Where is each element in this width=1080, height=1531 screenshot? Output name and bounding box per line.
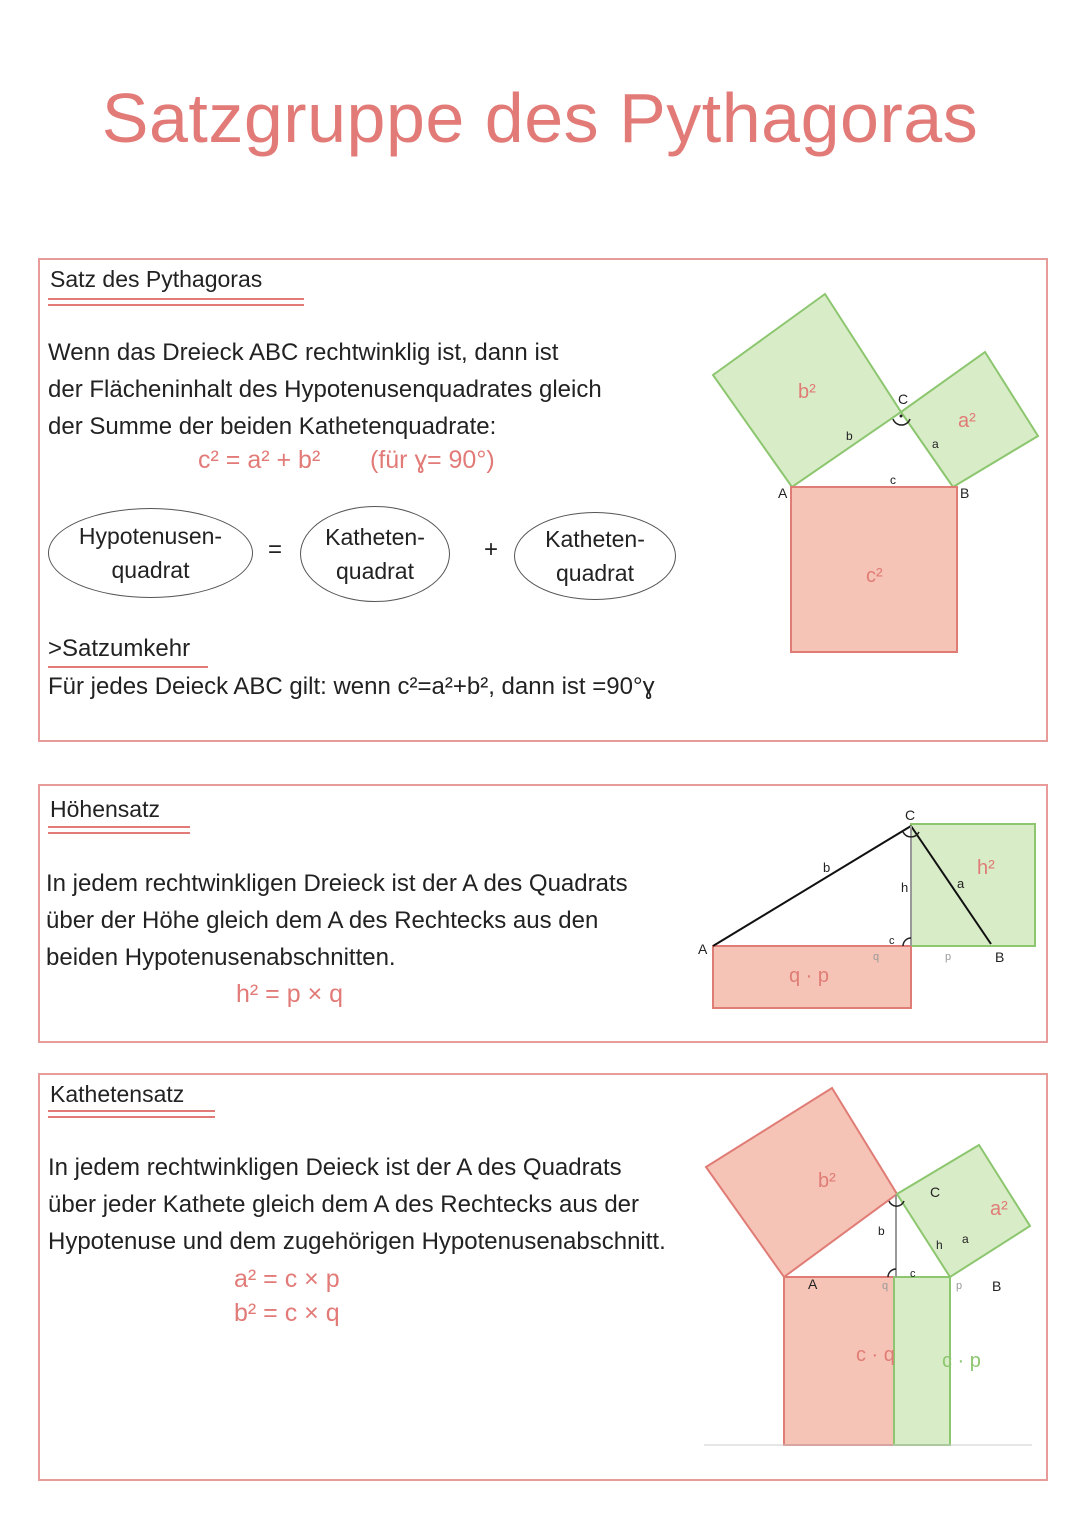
vertex-A: A xyxy=(808,1276,818,1292)
label-b-square: b² xyxy=(798,381,816,403)
text-line: über der Höhe gleich dem A des Rechtecks aus den xyxy=(46,907,599,934)
converse-heading: >Satzumkehr xyxy=(48,635,191,662)
leg-formula-b: b² = c × q xyxy=(234,1299,340,1327)
oval-leg-square-1 xyxy=(300,506,450,602)
theorem-text xyxy=(48,334,602,445)
text-line: über jeder Kathete gleich dem A des Rechtecks aus der xyxy=(48,1191,640,1218)
segment-p: p xyxy=(956,1280,963,1292)
text-line: beiden Hypotenusenabschnitten. xyxy=(46,944,396,971)
pythagoras-diagram xyxy=(700,290,1045,660)
oval-line: Hypotenusen- xyxy=(78,523,223,549)
text-line: In jedem rechtwinkligen Deieck ist der A des Quadrats xyxy=(48,1154,622,1181)
altitude-formula: h² = p × q xyxy=(236,980,344,1008)
theorem-text xyxy=(48,1149,666,1260)
heading-underline xyxy=(48,832,190,834)
right-angle-condition: (für ɣ= 90°) xyxy=(370,446,495,474)
label-a-square: a² xyxy=(990,1198,1008,1220)
side-c: c xyxy=(890,473,896,487)
equals-sign: = xyxy=(268,536,283,563)
side-c: c xyxy=(910,1268,916,1280)
side-c: c xyxy=(889,935,895,947)
oval-line: quadrat xyxy=(111,557,190,583)
section-heading: Satz des Pythagoras xyxy=(50,266,263,292)
altitude-diagram xyxy=(695,804,1040,1014)
square-h xyxy=(911,824,1035,946)
vertex-B: B xyxy=(995,949,1005,965)
leg-formula-a: a² = c × p xyxy=(234,1265,340,1293)
heading-underline xyxy=(48,1116,215,1118)
text-line: der Summe der beiden Kathetenquadrate: xyxy=(48,413,497,440)
oval-line: quadrat xyxy=(335,558,414,584)
right-angle-dot xyxy=(900,415,903,418)
vertex-A: A xyxy=(698,941,708,957)
plus-sign: + xyxy=(484,536,499,563)
right-angle-mark-foot xyxy=(888,1269,896,1277)
text-line: In jedem rechtwinkligen Dreieck ist der A des Quadrats xyxy=(46,870,628,897)
label-qp-rectangle: q · p xyxy=(789,965,830,987)
label-h-square: h² xyxy=(977,857,995,879)
heading-underline xyxy=(48,826,190,828)
page-title: Satzgruppe des Pythagoras xyxy=(101,79,979,157)
section-hoehensatz xyxy=(38,784,1048,1043)
section-heading: Höhensatz xyxy=(50,796,160,822)
vertex-C: C xyxy=(898,391,909,407)
side-b: b xyxy=(878,1224,885,1238)
side-a: a xyxy=(957,876,965,891)
section-heading: Kathetensatz xyxy=(50,1081,185,1107)
text-line: Wenn das Dreieck ABC rechtwinklig ist, dann ist xyxy=(48,339,559,366)
square-a xyxy=(897,1145,1030,1277)
vertex-A: A xyxy=(778,485,788,501)
heading-underline xyxy=(48,1110,215,1112)
vertex-B: B xyxy=(992,1278,1002,1294)
vertex-C: C xyxy=(905,807,916,823)
label-cp-rectangle: c · p xyxy=(942,1350,981,1372)
segment-p: p xyxy=(945,951,952,963)
section-pythagoras xyxy=(38,258,1048,742)
heading-underline xyxy=(48,298,304,300)
oval-leg-square-2 xyxy=(514,512,676,600)
right-angle-mark-foot xyxy=(903,938,911,946)
leg-diagram xyxy=(700,1083,1040,1468)
side-a: a xyxy=(962,1232,969,1246)
altitude-h: h xyxy=(936,1238,943,1252)
label-cq-rectangle: c · q xyxy=(856,1344,895,1366)
section-kathetensatz xyxy=(38,1073,1048,1481)
converse-text: Für jedes Deieck ABC gilt: wenn c²=a²+b², dann ist =90°ɣ xyxy=(48,673,655,700)
side-b: b xyxy=(823,860,831,875)
side-b-line xyxy=(713,826,911,946)
theorem-text xyxy=(46,865,628,976)
text-line: der Flächeninhalt des Hypotenusenquadrates gleich xyxy=(48,376,602,403)
altitude-h: h xyxy=(901,880,909,895)
label-b-square: b² xyxy=(818,1170,836,1192)
square-b xyxy=(706,1088,897,1277)
text-line: Hypotenuse und dem zugehörigen Hypotenusenabschnitt. xyxy=(48,1228,666,1255)
label-c-square: c² xyxy=(866,565,883,587)
side-b: b xyxy=(846,429,853,443)
heading-underline xyxy=(48,304,304,306)
vertex-B: B xyxy=(960,485,970,501)
segment-q: q xyxy=(873,951,880,963)
vertex-C: C xyxy=(930,1184,941,1200)
oval-line: Katheten- xyxy=(325,524,425,550)
side-a: a xyxy=(932,437,939,451)
oval-line: Katheten- xyxy=(545,526,645,552)
oval-line: quadrat xyxy=(555,560,634,586)
pythagoras-formula: c² = a² + b² xyxy=(198,446,321,474)
oval-hypotenuse-square xyxy=(48,508,253,598)
segment-q: q xyxy=(882,1280,889,1292)
label-a-square: a² xyxy=(958,410,976,432)
